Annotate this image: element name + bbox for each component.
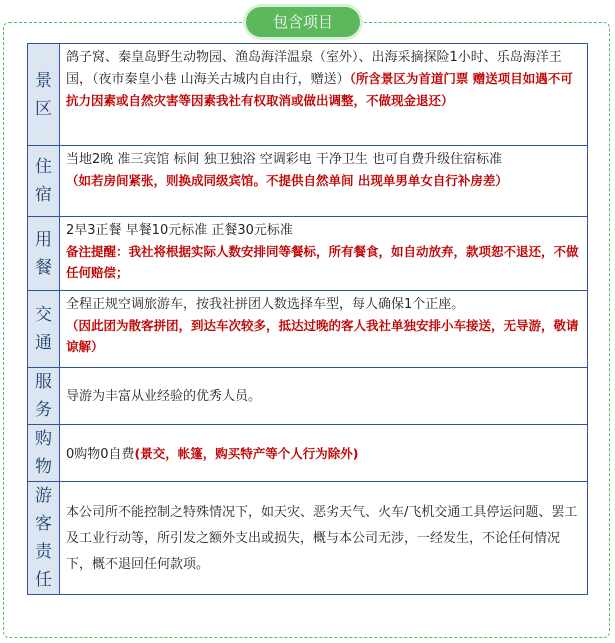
row-content-meal [60,217,588,291]
responsibility-text: 本公司所不能控制之特殊情况下，如天灾、恶劣天气、火车/飞机交通工具停运问题、罢工及工业行动等，所引发之额外支出或损失，概与本公司无涉，一经发生，不论任何情况下，概不退回任何款项。 [66,504,578,572]
row-content-scenic [60,44,588,146]
meal-note: 备注提醒：我社将根据实际人数安排同等餐标，所有餐食，如自动放弃，款项恕不退还，不做任何赔偿； [66,244,579,280]
meal-text: 2早3正餐 早餐10元标准 正餐30元标准 [66,223,293,238]
shopping-text: 0购物0自费 [66,446,135,462]
shopping-note: (景交，帐篷，购买特产等个人行为除外) [134,445,359,461]
row-label-guide: 服 务 [28,368,60,425]
row-label-scenic: 景 区 [28,44,60,146]
row-content-responsibility [60,482,588,595]
traffic-note: （因此团为散客拼团，到达车次较多，抵达过晚的客人我社单独安排小车接送，无导游，敬请谅解） [66,318,579,354]
table-row-guide [28,368,588,425]
hotel-note: （如若房间紧张，则换成同级宾馆。不提供自然单间 出现单男单女自行补房差） [66,173,508,188]
table-row-hotel [28,146,588,217]
table-row-shopping [28,425,588,482]
row-label-responsibility: 游 客 责 任 [28,482,60,595]
scenic-text: 鸽子窝、秦皇岛野生动物园、渔岛海洋温泉（室外）、出海采摘探险1小时、乐岛海洋王国，（夜市秦皇小巷 山海关古城内自由行，赠送） [66,50,562,87]
traffic-text: 全程正规空调旅游车，按我社拼团人数选择车型，每人确保1个正座。 [66,297,465,312]
table-row-responsibility [28,482,588,595]
row-content-traffic [60,291,588,368]
table-row-meal [28,217,588,291]
row-label-hotel: 住 宿 [28,146,60,217]
row-content-guide [60,368,588,425]
table-row-traffic [28,291,588,368]
row-label-shopping: 购 物 [28,425,60,482]
included-items-table [27,43,588,595]
section-title: 包含项目 [246,7,360,37]
row-content-shopping [60,425,588,482]
table-row-scenic [28,44,588,146]
row-label-meal: 用 餐 [28,217,60,291]
scenic-note: （所含景区为首道门票 赠送项目如遇不可抗力因素或自然灾害等因素我社有权取消或做出调整，不做现金退还） [66,71,573,108]
hotel-text: 当地2晚 准三宾馆 标间 独卫独浴 空调彩电 干净卫生 也可自费升级住宿标准 [66,152,503,167]
row-content-hotel [60,146,588,217]
row-label-traffic: 交 通 [28,291,60,368]
guide-text: 导游为丰富从业经验的优秀人员。 [66,389,262,404]
